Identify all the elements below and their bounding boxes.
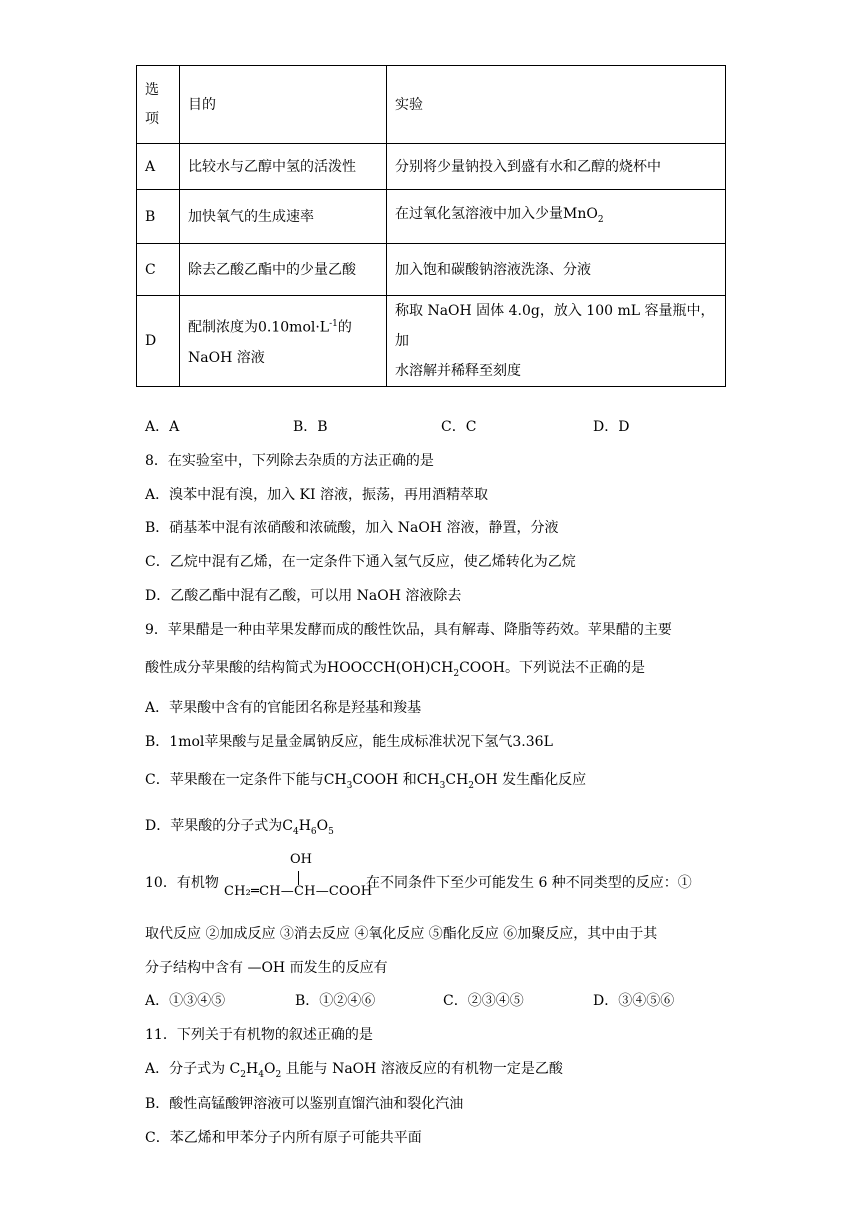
row-experiment: 称取 NaOH 固体 4.0g，放入 100 mL 容量瓶中，加 水溶解并稀释至刻度 — [387, 296, 726, 387]
structure-bond — [298, 871, 299, 885]
row-option: D — [137, 296, 180, 387]
q11-option-c[interactable]: C．苯乙烯和甲苯分子内所有原子可能共平面 — [145, 1130, 422, 1146]
table-row — [137, 144, 726, 190]
q10-stem-line2: 取代反应 ②加成反应 ③消去反应 ④氧化反应 ⑤酯化反应 ⑥加聚反应，其中由于其 — [145, 926, 658, 942]
row-purpose: 配制浓度为$0.10mol\cdot L^{-1}$的 NaOH 溶液 — [180, 296, 387, 387]
table-row — [137, 190, 726, 244]
q8-option-b[interactable]: B．硝基苯中混有浓硝酸和浓硫酸，加入 NaOH 溶液，静置，分液 — [145, 520, 559, 536]
q8-option-d[interactable]: D．乙酸乙酯中混有乙酸，可以用 NaOH 溶液除去 — [145, 588, 462, 604]
row-purpose: 比较水与乙醇中氢的活泼性 — [180, 144, 387, 190]
q11-option-a[interactable]: A．分子式为 $C_2H_4O_2$ 且能与 NaOH 溶液反应的有机物一定是乙酸 — [145, 1061, 563, 1080]
row-purpose: 加快氧气的生成速率 — [180, 190, 387, 244]
q11-option-b[interactable]: B．酸性高锰酸钾溶液可以鉴别直馏汽油和裂化汽油 — [145, 1096, 464, 1112]
row-experiment: 分别将少量钠投入到盛有水和乙醇的烧杯中 — [387, 144, 726, 190]
option-b[interactable]: B．B — [293, 419, 328, 435]
q9-option-b[interactable]: B．1mol苹果酸与足量金属钠反应，能生成标准状况下氢气3.36L — [145, 734, 553, 750]
row-option: A — [137, 144, 180, 190]
q8-stem: 8．在实验室中，下列除去杂质的方法正确的是 — [145, 453, 434, 469]
option-d[interactable]: D．D — [593, 419, 630, 435]
q10-stem-line1: 在不同条件下至少可能发生 6 种不同类型的反应：① — [366, 875, 692, 891]
q7-options — [145, 416, 629, 436]
row-purpose: 除去乙酸乙酯中的少量乙酸 — [180, 244, 387, 296]
q10-structure-formula — [224, 852, 373, 910]
header-option: 选 项 — [137, 66, 180, 144]
header-purpose: 目的 — [180, 66, 387, 144]
option-a[interactable]: A．A — [145, 419, 180, 435]
row-experiment: 在过氧化氢溶液中加入少量MnO$_2$ — [387, 190, 726, 244]
structure-oh-group: OH — [290, 852, 312, 867]
q10-stem-line3: 分子结构中含有 —OH 而发生的反应有 — [145, 960, 388, 976]
row-option: B — [137, 190, 180, 244]
option-c[interactable]: C．C — [441, 419, 477, 435]
option-c[interactable]: C．②③④⑤ — [443, 993, 524, 1009]
q9-option-d[interactable]: D．苹果酸的分子式为$C_4H_6O_5$ — [145, 818, 334, 837]
q9-stem-line2: 酸性成分苹果酸的结构简式为$HOOCCH(OH)CH_2COOH$。下列说法不正确的是 — [145, 660, 645, 679]
table-header-row — [137, 66, 726, 144]
q8-option-a[interactable]: A．溴苯中混有溴，加入 KI 溶液，振荡，再用酒精萃取 — [145, 487, 488, 503]
header-experiment: 实验 — [387, 66, 726, 144]
table-row — [137, 296, 726, 387]
q9-stem-line1: 9．苹果醋是一种由苹果发酵而成的酸性饮品，具有解毒、降脂等药效。苹果醋的主要 — [145, 622, 672, 638]
row-experiment: 加入饱和碳酸钠溶液洗涤、分液 — [387, 244, 726, 296]
option-b[interactable]: B．①②④⑥ — [295, 993, 376, 1009]
q11-stem: 11．下列关于有机物的叙述正确的是 — [145, 1027, 373, 1043]
experiment-table — [136, 65, 726, 387]
q9-option-a[interactable]: A．苹果酸中含有的官能团名称是羟基和羧基 — [145, 700, 422, 716]
q10-options — [145, 990, 674, 1010]
q10-label: 10．有机物 — [145, 875, 219, 891]
option-d[interactable]: D．③④⑤⑥ — [593, 993, 675, 1009]
option-a[interactable]: A．①③④⑤ — [145, 993, 226, 1009]
q8-option-c[interactable]: C．乙烷中混有乙烯，在一定条件下通入氢气反应，使乙烯转化为乙烷 — [145, 554, 576, 570]
structure-main-chain: CH₂═CH—CH—COOH — [224, 884, 373, 899]
q9-option-c[interactable]: C．苹果酸在一定条件下能与$CH_3COOH$ 和$CH_3CH_2OH$ 发生酯化反应 — [145, 772, 587, 791]
row-option: C — [137, 244, 180, 296]
table-row — [137, 244, 726, 296]
